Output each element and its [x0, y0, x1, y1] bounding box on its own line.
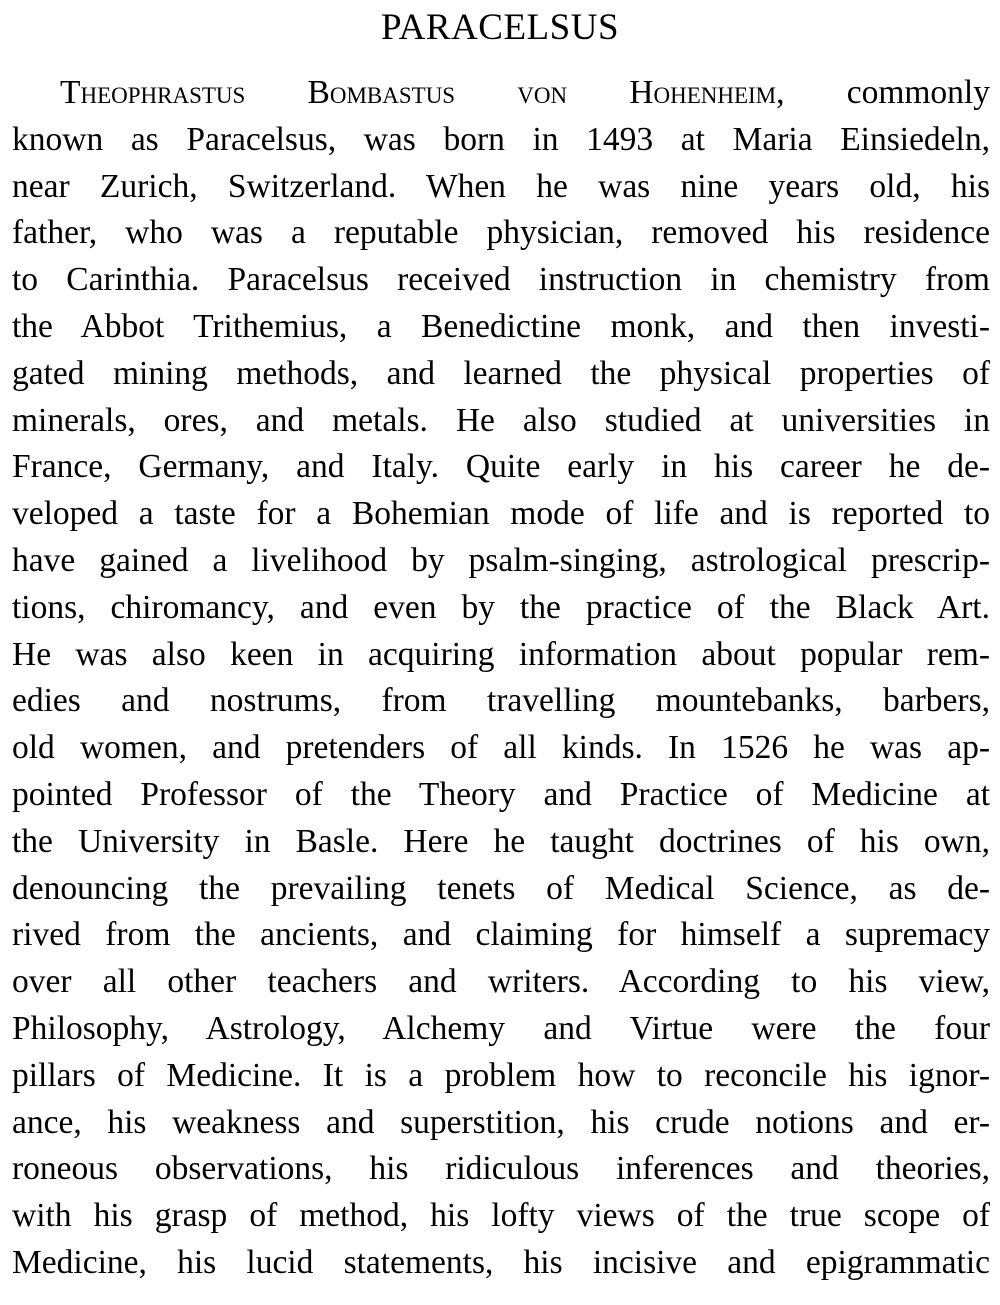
- text-line: rived from the ancients, and claiming for himself a supremacy: [12, 916, 990, 954]
- text-line: roneous observations, his ridiculous inferences and theories,: [12, 1150, 990, 1188]
- body-paragraph: [12, 70, 990, 1287]
- text-line: over all other teachers and writers. According to his view,: [12, 963, 990, 1001]
- text-line: father, who was a reputable physician, removed his residence: [12, 214, 990, 252]
- text-line: France, Germany, and Italy. Quite early in his career he de-: [12, 448, 990, 486]
- text-line: minerals, ores, and metals. He also studied at universities in: [12, 401, 990, 439]
- text-line: the University in Basle. Here he taught doctrines of his own,: [12, 822, 990, 860]
- text-line: to Carinthia. Paracelsus received instruction in chemistry from: [12, 261, 990, 299]
- text-line: He was also keen in acquiring information about popular rem-: [12, 635, 990, 673]
- text-line: [12, 70, 990, 117]
- text-line: tions, chiromancy, and even by the practice of the Black Art.: [12, 588, 990, 626]
- text-line: pillars of Medicine. It is a problem how to reconcile his ignor-: [12, 1056, 990, 1094]
- text-line: with his grasp of method, his lofty views of the true scope of: [12, 1197, 990, 1235]
- opening-name: Theophrastus Bombastus von Hohenheim,: [60, 74, 785, 111]
- text-line: Medicine, his lucid statements, his incisive and epigrammatic: [12, 1243, 990, 1281]
- text-line: near Zurich, Switzerland. When he was nine years old, his: [12, 167, 990, 205]
- text-line: have gained a livelihood by psalm-singing, astrological prescrip-: [12, 541, 990, 579]
- text-line: gated mining methods, and learned the physical properties of: [12, 354, 990, 392]
- text-line-0: commonly: [784, 74, 990, 111]
- text-line: the Abbot Trithemius, a Benedictine monk, and then investi-: [12, 307, 990, 345]
- text-line: Philosophy, Astrology, Alchemy and Virtue were the four: [12, 1009, 990, 1047]
- text-line: edies and nostrums, from travelling mountebanks, barbers,: [12, 682, 990, 720]
- text-line: old women, and pretenders of all kinds. In 1526 he was ap-: [12, 729, 990, 767]
- text-line: denouncing the prevailing tenets of Medical Science, as de-: [12, 869, 990, 907]
- text-line: ance, his weakness and superstition, his crude notions and er-: [12, 1103, 990, 1141]
- text-line: veloped a taste for a Bohemian mode of life and is reported to: [12, 495, 990, 533]
- text-line: known as Paracelsus, was born in 1493 at Maria Einsiedeln,: [12, 120, 990, 158]
- text-line: pointed Professor of the Theory and Practice of Medicine at: [12, 775, 990, 813]
- page-title: PARACELSUS: [380, 7, 620, 48]
